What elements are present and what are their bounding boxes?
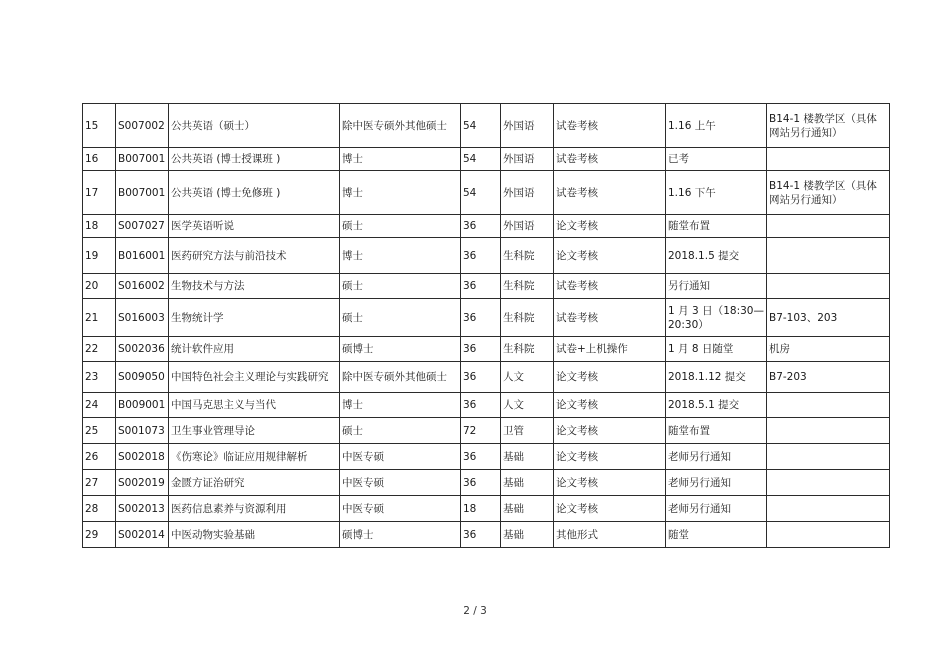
cell-method: 论文考核: [554, 418, 666, 444]
cell-time: 随堂布置: [666, 418, 767, 444]
cell-target: 中医专硕: [340, 496, 461, 522]
cell-time: 1.16 上午: [666, 104, 767, 148]
cell-code: S016003: [116, 299, 169, 337]
cell-method: 试卷考核: [554, 171, 666, 215]
cell-target: 硕博士: [340, 522, 461, 548]
cell-place: [767, 522, 890, 548]
cell-time: 随堂布置: [666, 215, 767, 238]
cell-no: 20: [83, 274, 116, 299]
cell-dept: 基础: [501, 470, 554, 496]
cell-no: 18: [83, 215, 116, 238]
cell-code: B016001: [116, 238, 169, 274]
cell-hours: 36: [461, 337, 501, 362]
cell-target: 除中医专硕外其他硕士: [340, 104, 461, 148]
table-row: [83, 522, 890, 548]
table-row: [83, 215, 890, 238]
cell-method: 其他形式: [554, 522, 666, 548]
cell-time: 1 月 3 日（18:30—20:30）: [666, 299, 767, 337]
cell-course: 卫生事业管理导论: [169, 418, 340, 444]
cell-hours: 36: [461, 274, 501, 299]
cell-hours: 36: [461, 393, 501, 418]
cell-method: 试卷考核: [554, 104, 666, 148]
cell-target: 除中医专硕外其他硕士: [340, 362, 461, 393]
cell-dept: 外国语: [501, 148, 554, 171]
cell-time: 另行通知: [666, 274, 767, 299]
cell-no: 15: [83, 104, 116, 148]
table-row: [83, 393, 890, 418]
table-row: [83, 148, 890, 171]
cell-dept: 外国语: [501, 215, 554, 238]
cell-dept: 卫管: [501, 418, 554, 444]
cell-dept: 基础: [501, 444, 554, 470]
cell-time: 1 月 8 日随堂: [666, 337, 767, 362]
cell-code: B007001: [116, 171, 169, 215]
cell-code: S001073: [116, 418, 169, 444]
cell-method: 论文考核: [554, 444, 666, 470]
cell-time: 2018.5.1 提交: [666, 393, 767, 418]
cell-place: [767, 215, 890, 238]
cell-code: S007027: [116, 215, 169, 238]
cell-dept: 基础: [501, 496, 554, 522]
cell-course: 中国特色社会主义理论与实践研究: [169, 362, 340, 393]
cell-dept: 人文: [501, 393, 554, 418]
cell-place: B14-1 楼教学区（具体网站另行通知）: [767, 171, 890, 215]
cell-place: 机房: [767, 337, 890, 362]
cell-dept: 生科院: [501, 238, 554, 274]
cell-method: 论文考核: [554, 496, 666, 522]
cell-method: 论文考核: [554, 393, 666, 418]
cell-code: B007001: [116, 148, 169, 171]
cell-place: [767, 444, 890, 470]
cell-dept: 外国语: [501, 104, 554, 148]
cell-target: 中医专硕: [340, 470, 461, 496]
cell-code: S002019: [116, 470, 169, 496]
cell-hours: 36: [461, 522, 501, 548]
cell-hours: 54: [461, 104, 501, 148]
cell-dept: 生科院: [501, 299, 554, 337]
cell-hours: 36: [461, 238, 501, 274]
cell-hours: 18: [461, 496, 501, 522]
cell-method: 试卷考核: [554, 299, 666, 337]
cell-time: 1.16 下午: [666, 171, 767, 215]
cell-no: 19: [83, 238, 116, 274]
table-row: [83, 171, 890, 215]
cell-hours: 36: [461, 299, 501, 337]
cell-no: 25: [83, 418, 116, 444]
cell-place: B14-1 楼教学区（具体网站另行通知）: [767, 104, 890, 148]
cell-hours: 54: [461, 148, 501, 171]
cell-target: 博士: [340, 171, 461, 215]
cell-place: [767, 418, 890, 444]
table-row: [83, 299, 890, 337]
cell-target: 硕士: [340, 274, 461, 299]
cell-method: 试卷考核: [554, 148, 666, 171]
cell-time: 已考: [666, 148, 767, 171]
cell-course: 生物统计学: [169, 299, 340, 337]
cell-method: 试卷+上机操作: [554, 337, 666, 362]
cell-no: 26: [83, 444, 116, 470]
cell-no: 22: [83, 337, 116, 362]
cell-course: 《伤寒论》临证应用规律解析: [169, 444, 340, 470]
cell-no: 23: [83, 362, 116, 393]
cell-hours: 36: [461, 215, 501, 238]
cell-code: S002036: [116, 337, 169, 362]
cell-target: 硕士: [340, 418, 461, 444]
cell-course: 统计软件应用: [169, 337, 340, 362]
cell-code: S002018: [116, 444, 169, 470]
cell-course: 中国马克思主义与当代: [169, 393, 340, 418]
cell-hours: 36: [461, 470, 501, 496]
cell-no: 27: [83, 470, 116, 496]
cell-course: 公共英语 (博士免修班 ): [169, 171, 340, 215]
exam-schedule-table: [82, 103, 890, 548]
cell-time: 随堂: [666, 522, 767, 548]
cell-dept: 基础: [501, 522, 554, 548]
cell-target: 博士: [340, 238, 461, 274]
cell-course: 中医动物实验基础: [169, 522, 340, 548]
cell-hours: 54: [461, 171, 501, 215]
cell-method: 试卷考核: [554, 274, 666, 299]
cell-method: 论文考核: [554, 215, 666, 238]
table-row: [83, 496, 890, 522]
table-row: [83, 470, 890, 496]
table-row: [83, 337, 890, 362]
table-row: [83, 104, 890, 148]
cell-place: [767, 148, 890, 171]
table-row: [83, 418, 890, 444]
cell-time: 老师另行通知: [666, 470, 767, 496]
cell-method: 论文考核: [554, 362, 666, 393]
cell-course: 生物技术与方法: [169, 274, 340, 299]
cell-course: 金匮方证治研究: [169, 470, 340, 496]
cell-no: 21: [83, 299, 116, 337]
table-row: [83, 238, 890, 274]
cell-code: S009050: [116, 362, 169, 393]
cell-dept: 外国语: [501, 171, 554, 215]
cell-code: S007002: [116, 104, 169, 148]
cell-code: S002013: [116, 496, 169, 522]
cell-code: S002014: [116, 522, 169, 548]
cell-target: 博士: [340, 148, 461, 171]
cell-time: 2018.1.12 提交: [666, 362, 767, 393]
cell-method: 论文考核: [554, 238, 666, 274]
cell-target: 博士: [340, 393, 461, 418]
cell-target: 硕士: [340, 215, 461, 238]
cell-place: B7-103、203: [767, 299, 890, 337]
cell-target: 硕博士: [340, 337, 461, 362]
page-number: 2 / 3: [463, 605, 487, 617]
cell-target: 硕士: [340, 299, 461, 337]
cell-place: [767, 274, 890, 299]
cell-time: 老师另行通知: [666, 496, 767, 522]
cell-target: 中医专硕: [340, 444, 461, 470]
cell-code: S016002: [116, 274, 169, 299]
cell-place: [767, 238, 890, 274]
cell-time: 老师另行通知: [666, 444, 767, 470]
cell-hours: 36: [461, 362, 501, 393]
cell-course: 医学英语听说: [169, 215, 340, 238]
cell-place: B7-203: [767, 362, 890, 393]
cell-no: 29: [83, 522, 116, 548]
cell-no: 28: [83, 496, 116, 522]
cell-course: 医药信息素养与资源利用: [169, 496, 340, 522]
cell-method: 论文考核: [554, 470, 666, 496]
table-row: [83, 274, 890, 299]
cell-hours: 72: [461, 418, 501, 444]
cell-course: 公共英语（硕士）: [169, 104, 340, 148]
table-row: [83, 444, 890, 470]
cell-course: 公共英语 (博士授课班 ): [169, 148, 340, 171]
cell-place: [767, 393, 890, 418]
cell-place: [767, 496, 890, 522]
cell-dept: 人文: [501, 362, 554, 393]
cell-no: 17: [83, 171, 116, 215]
cell-course: 医药研究方法与前沿技术: [169, 238, 340, 274]
cell-code: B009001: [116, 393, 169, 418]
cell-place: [767, 470, 890, 496]
cell-dept: 生科院: [501, 337, 554, 362]
cell-hours: 36: [461, 444, 501, 470]
cell-no: 24: [83, 393, 116, 418]
cell-dept: 生科院: [501, 274, 554, 299]
table-row: [83, 362, 890, 393]
cell-time: 2018.1.5 提交: [666, 238, 767, 274]
cell-no: 16: [83, 148, 116, 171]
